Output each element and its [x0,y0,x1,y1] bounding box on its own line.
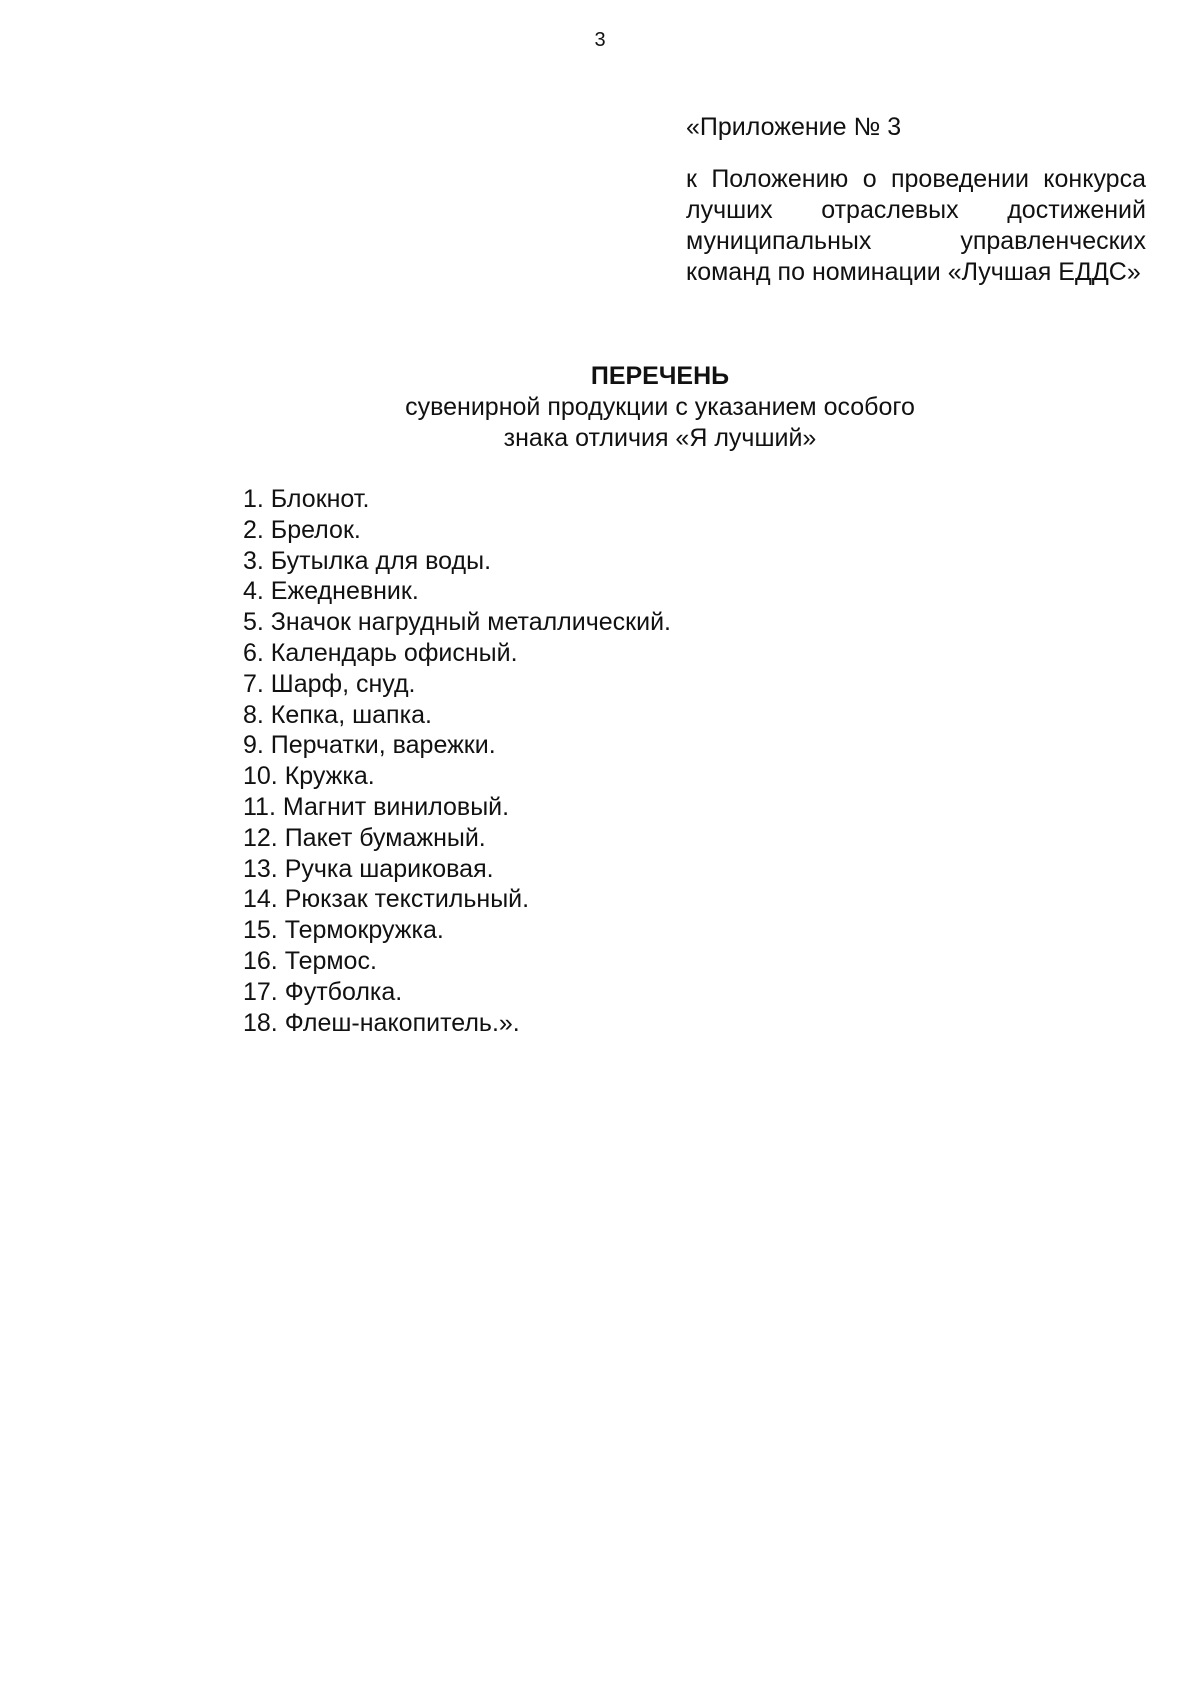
list-item: 16. Термос. [243,946,377,975]
list-item: 7. Шарф, снуд. [243,669,416,698]
list-item: 18. Флеш-накопитель.». [243,1008,520,1037]
list-item: 8. Кепка, шапка. [243,700,432,729]
list-item: 11. Магнит виниловый. [243,792,510,821]
appendix-title: «Приложение № 3 [686,113,902,141]
list-item: 15. Термокружка. [243,916,444,945]
document-subtitle-line-2: знака отличия «Я лучший» [503,424,817,452]
list-item: 1. Блокнот. [243,485,370,513]
page-number: 3 [594,29,606,51]
list-item: 4. Ежедневник. [243,577,419,606]
list-item: 3. Бутылка для воды. [243,546,492,575]
list-item: 5. Значок нагрудный металлический. [243,608,671,637]
list-item: 14. Рюкзак текстильный. [243,885,530,914]
appendix-block [686,112,1146,288]
list-item: 9. Перчатки, варежки. [243,731,496,760]
list-item: 10. Кружка. [243,762,375,791]
list-item: 13. Ручка шариковая. [243,854,494,883]
list-item: 17. Футболка. [243,977,403,1006]
document-subtitle-line-1: сувенирной продукции с указанием особого [405,393,915,421]
document-title: ПЕРЕЧЕНЬ [590,362,730,390]
souvenir-items-list [243,484,1043,1038]
appendix-description: к Положению о проведении конкурса лучших отраслевых достижений муниципальных управленческих команд по номинации «Лучшая ЕДДС» [686,165,1146,286]
list-item: 6. Календарь офисный. [243,638,518,667]
document-heading [300,361,1020,454]
list-item: 12. Пакет бумажный. [243,823,486,852]
list-item: 2. Брелок. [243,515,361,544]
